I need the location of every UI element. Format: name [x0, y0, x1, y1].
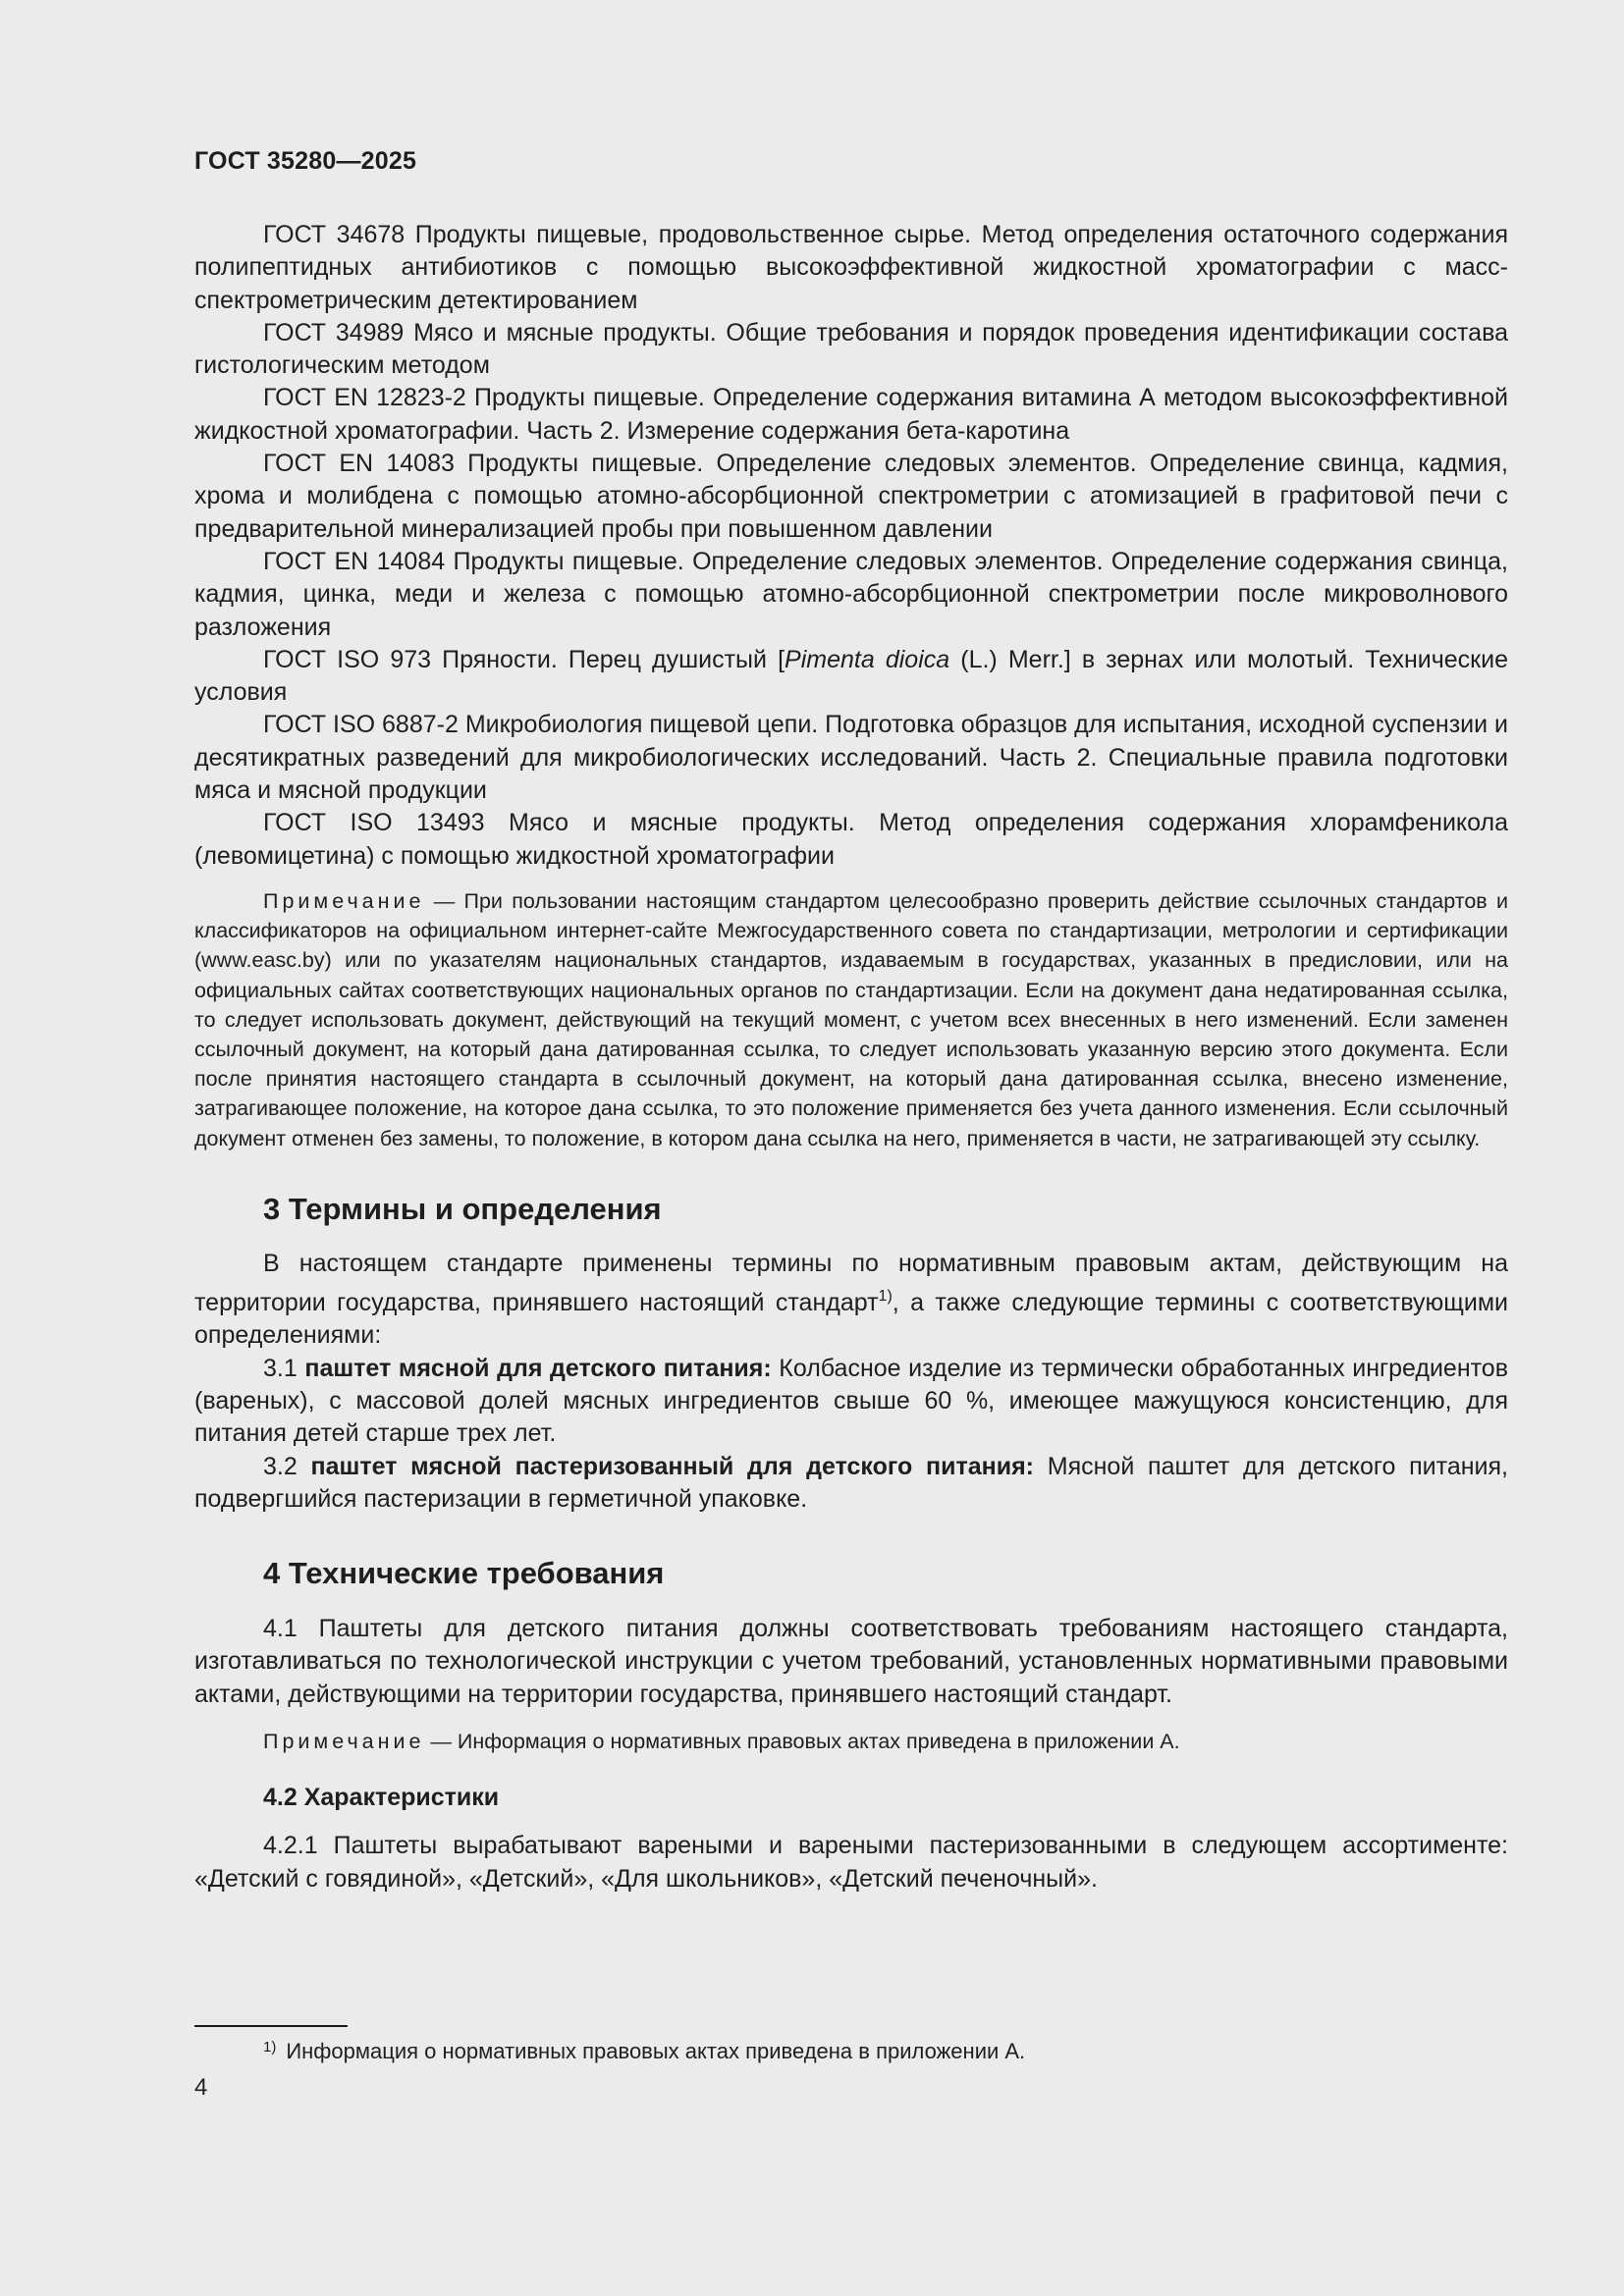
- term-definition-text: Мясной паштет для детского питания, подвергшийся пастеризации в герметичной упаковке.: [194, 1452, 1508, 1513]
- reference-item: [194, 644, 1508, 710]
- note-label: Примечание: [263, 888, 425, 913]
- section-3-intro: [194, 1248, 1508, 1353]
- term-definition: [194, 1353, 1508, 1451]
- note-text: — При пользовании настоящим стандартом целесообразно проверить действие ссылочных стандартов и классификаторов на официальном интернет-сайте Межгосударственного совета по стандартизации, метрологии и сертификации (www.easc.by) или по указателям национальных стандартов, издаваемым в государствах, указанных в предисловии, или на официальных сайтах соответствующих национальных органов по стандартизации. Если на документ дана недатированная ссылка, то следует использовать документ, действующий на текущий момент, с учетом всех внесенных в него изменений. Если заменен ссылочный документ, на который дана датированная ссылка, то следует использовать указанную версию этого документа. Если после принятия настоящего стандарта в ссылочный документ, на который дана датированная ссылка, внесено изменение, затрагивающее положение, на которое дана ссылка, то это положение применяется без учета данного изменения. Если ссылочный документ отменен без замены, то положение, в котором дана ссылка на него, применяется в части, не затрагивающей эту ссылку.: [194, 888, 1508, 1150]
- reference-item: ГОСТ 34989 Мясо и мясные продукты. Общие требования и порядок проведения идентификации состава гистологическим методом: [194, 318, 1508, 380]
- reference-italic-name: Pimenta dioica: [785, 645, 950, 673]
- term-name: паштет мясной для детского питания:: [304, 1354, 772, 1382]
- reference-item: ГОСТ EN 12823-2 Продукты пищевые. Определение содержания витамина А методом высокоэффективной жидкостной хроматографии. Часть 2. Измерение содержания бета-каротина: [194, 384, 1508, 445]
- section-4-title: 4 Технические требования: [263, 1556, 665, 1591]
- section-3-title: 3 Термины и определения: [263, 1191, 662, 1226]
- clause-4-2-1: 4.2.1 Паштеты вырабатывают вареными и вареными пастеризованными в следующем ассортименте: «Детский с говядиной», «Детский», «Для школьников», «Детский печеночный».: [194, 1832, 1508, 1893]
- reference-text: (L.) Merr.] в зернах или молотый. Технические условия: [194, 645, 1508, 707]
- term-number: 3.2: [263, 1452, 311, 1480]
- reference-item: ГОСТ 34678 Продукты пищевые, продовольственное сырье. Метод определения остаточного содержания полипептидных антибиотиков с помощью высокоэффективной жидкостной хроматографии с масс-спектрометрическим детектированием: [194, 221, 1508, 314]
- footnote-text: Информация о нормативных правовых актах приведена в приложении А.: [286, 2039, 1026, 2063]
- note-label: Примечание: [263, 1730, 425, 1754]
- note-references: [194, 886, 1508, 1153]
- note-4-1: [194, 1727, 1508, 1756]
- document-page: [194, 147, 1508, 1896]
- intro-text: , а также следующие термины с соответствующими определениями:: [194, 1289, 1508, 1350]
- intro-text: В настоящем стандарте применены термины по нормативным правовым актам, действующим на территории государства, принявшего настоящий стандарт: [194, 1249, 1508, 1317]
- footnote-mark: 1): [263, 2039, 277, 2056]
- term-definition: [194, 1451, 1508, 1517]
- reference-item: ГОСТ EN 14084 Продукты пищевые. Определение следовых элементов. Определение содержания свинца, кадмия, цинка, меди и железа с помощью атомно-абсорбционной спектрометрии после микроволнового разложения: [194, 547, 1508, 641]
- page-number: 4: [194, 2074, 208, 2101]
- term-number: 3.1: [263, 1354, 305, 1382]
- footnote-ref: 1): [878, 1288, 893, 1306]
- reference-item: ГОСТ EN 14083 Продукты пищевые. Определение следовых элементов. Определение свинца, кадмия, хрома и молибдена с помощью атомно-абсорбционной спектрометрии с атомизацией в графитовой печи с предварительной минерализацией пробы при повышенном давлении: [194, 450, 1508, 543]
- footnote-separator: [194, 2025, 348, 2027]
- term-name: паштет мясной пастеризованный для детского питания:: [310, 1452, 1034, 1480]
- footnote: [263, 2033, 1025, 2066]
- reference-item: ГОСТ ISO 6887-2 Микробиология пищевой цепи. Подготовка образцов для испытания, исходной суспензии и десятикратных разведений для микробиологических исследований. Часть 2. Специальные правила подготовки мяса и мясной продукции: [194, 711, 1509, 805]
- term-definition-text: Колбасное изделие из термически обработанных ингредиентов (вареных), с массовой долей мясных ингредиентов свыше 60 %, имеющее мажущуюся консистенцию, для питания детей старше трех лет.: [194, 1354, 1508, 1448]
- reference-item: ГОСТ ISO 13493 Мясо и мясные продукты. Метод определения содержания хлорамфеникола (левомицетина) с помощью жидкостной хроматографии: [194, 809, 1508, 870]
- subsection-4-2-title: 4.2 Характеристики: [263, 1784, 500, 1812]
- reference-text: ГОСТ ISO 973 Пряности. Перец душистый [: [263, 645, 785, 673]
- clause-4-1: 4.1 Паштеты для детского питания должны соответствовать требованиям настоящего стандарта, изготавливаться по технологической инструкции с учетом требований, установленных нормативными правовыми актами, действующими на территории государства, принявшего настоящий стандарт.: [194, 1615, 1508, 1708]
- note-text: — Информация о нормативных правовых актах приведена в приложении А.: [424, 1730, 1180, 1754]
- document-header: ГОСТ 35280—2025: [194, 147, 417, 175]
